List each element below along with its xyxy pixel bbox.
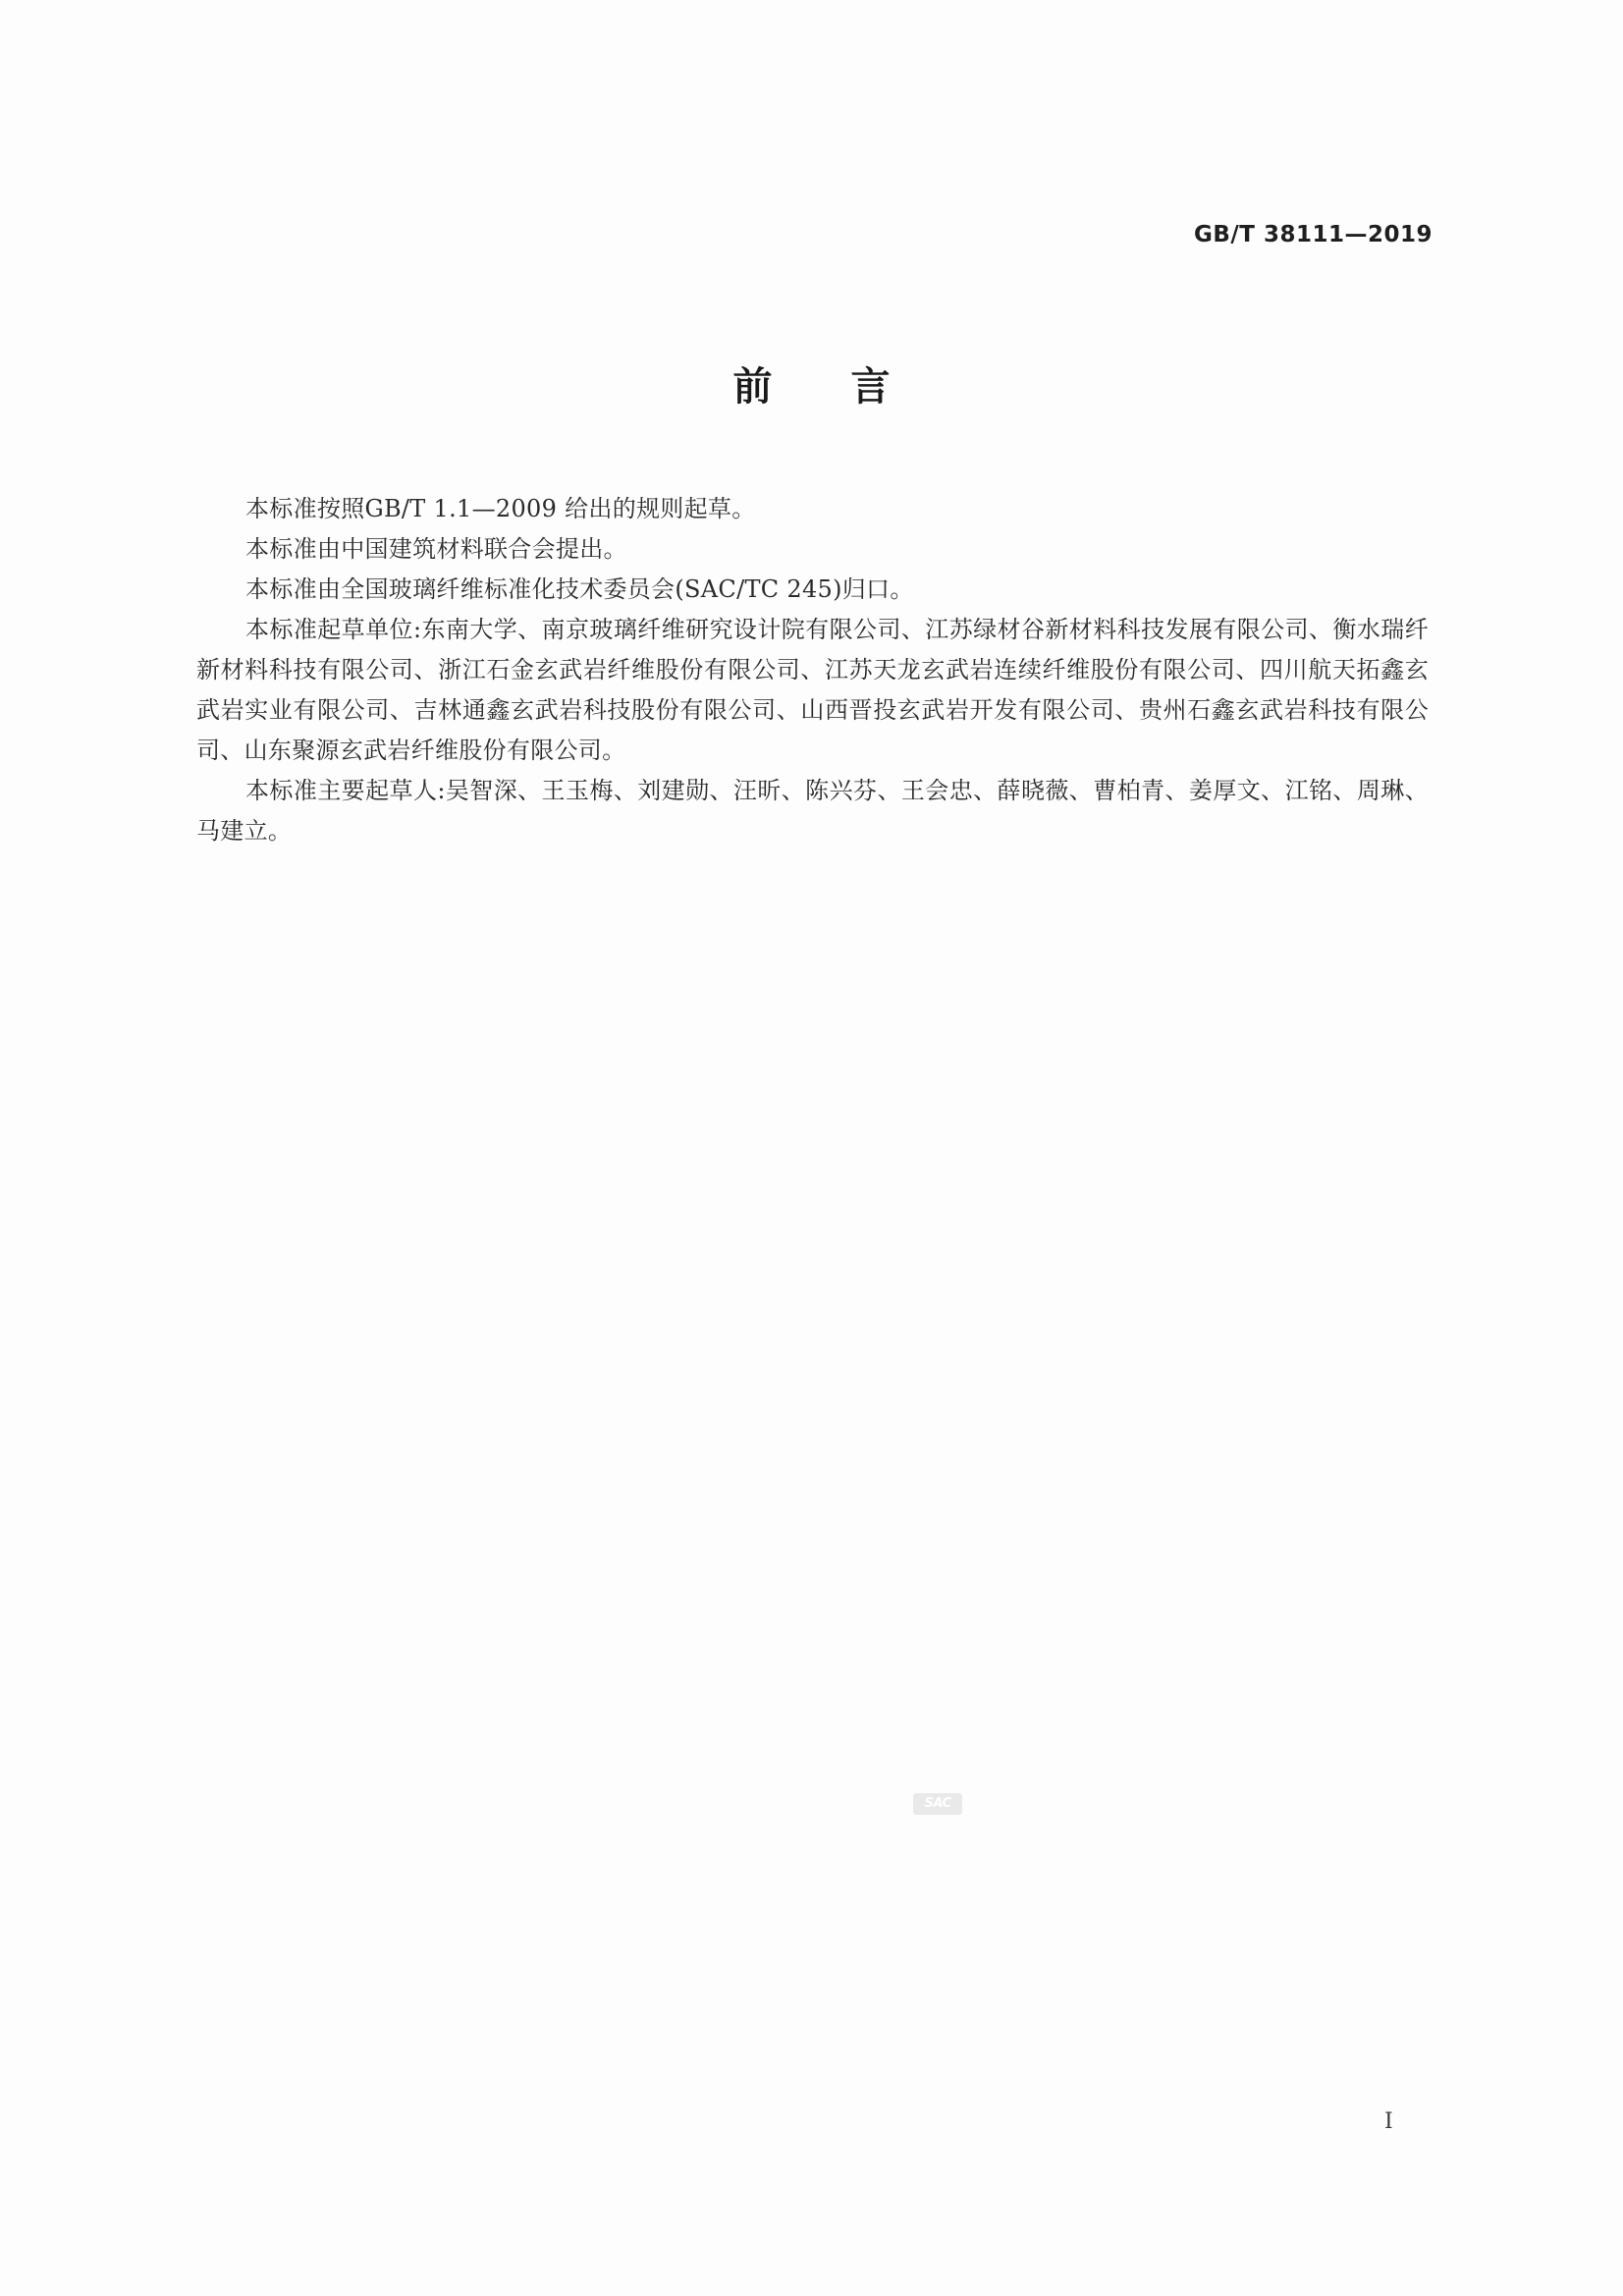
paragraph-proposer: 本标准由中国建筑材料联合会提出。 <box>245 535 627 563</box>
paragraph-drafters: 本标准主要起草人:吴智深、王玉梅、刘建勋、汪昕、陈兴芬、王会忠、薛晓薇、曹柏青、姜厚文、江铭、周琳、马建立。 <box>196 777 1429 845</box>
standard-number: GB/T 38111—2019 <box>1193 222 1433 247</box>
page-number: I <box>1384 2109 1393 2134</box>
foreword-body <box>196 489 1429 851</box>
page-title: 前言 <box>732 364 969 410</box>
paragraph-administration: 本标准由全国玻璃纤维标准化技术委员会(SAC/TC 245)归口。 <box>245 575 914 603</box>
paragraph-drafting-rules: 本标准按照GB/T 1.1—2009 给出的规则起草。 <box>245 495 756 522</box>
sac-watermark-logo: SAC <box>913 1793 962 1815</box>
paragraph-drafting-units: 本标准起草单位:东南大学、南京玻璃纤维研究设计院有限公司、江苏绿材谷新材料科技发展有限公司、衡水瑞纤新材料科技有限公司、浙江石金玄武岩纤维股份有限公司、江苏天龙玄武岩连续纤维股份有限公司、四川航天拓鑫玄武岩实业有限公司、吉林通鑫玄武岩科技股份有限公司、山西晋投玄武岩开发有限公司、贵州石鑫玄武岩科技有限公司、山东聚源玄武岩纤维股份有限公司。 <box>196 616 1429 764</box>
